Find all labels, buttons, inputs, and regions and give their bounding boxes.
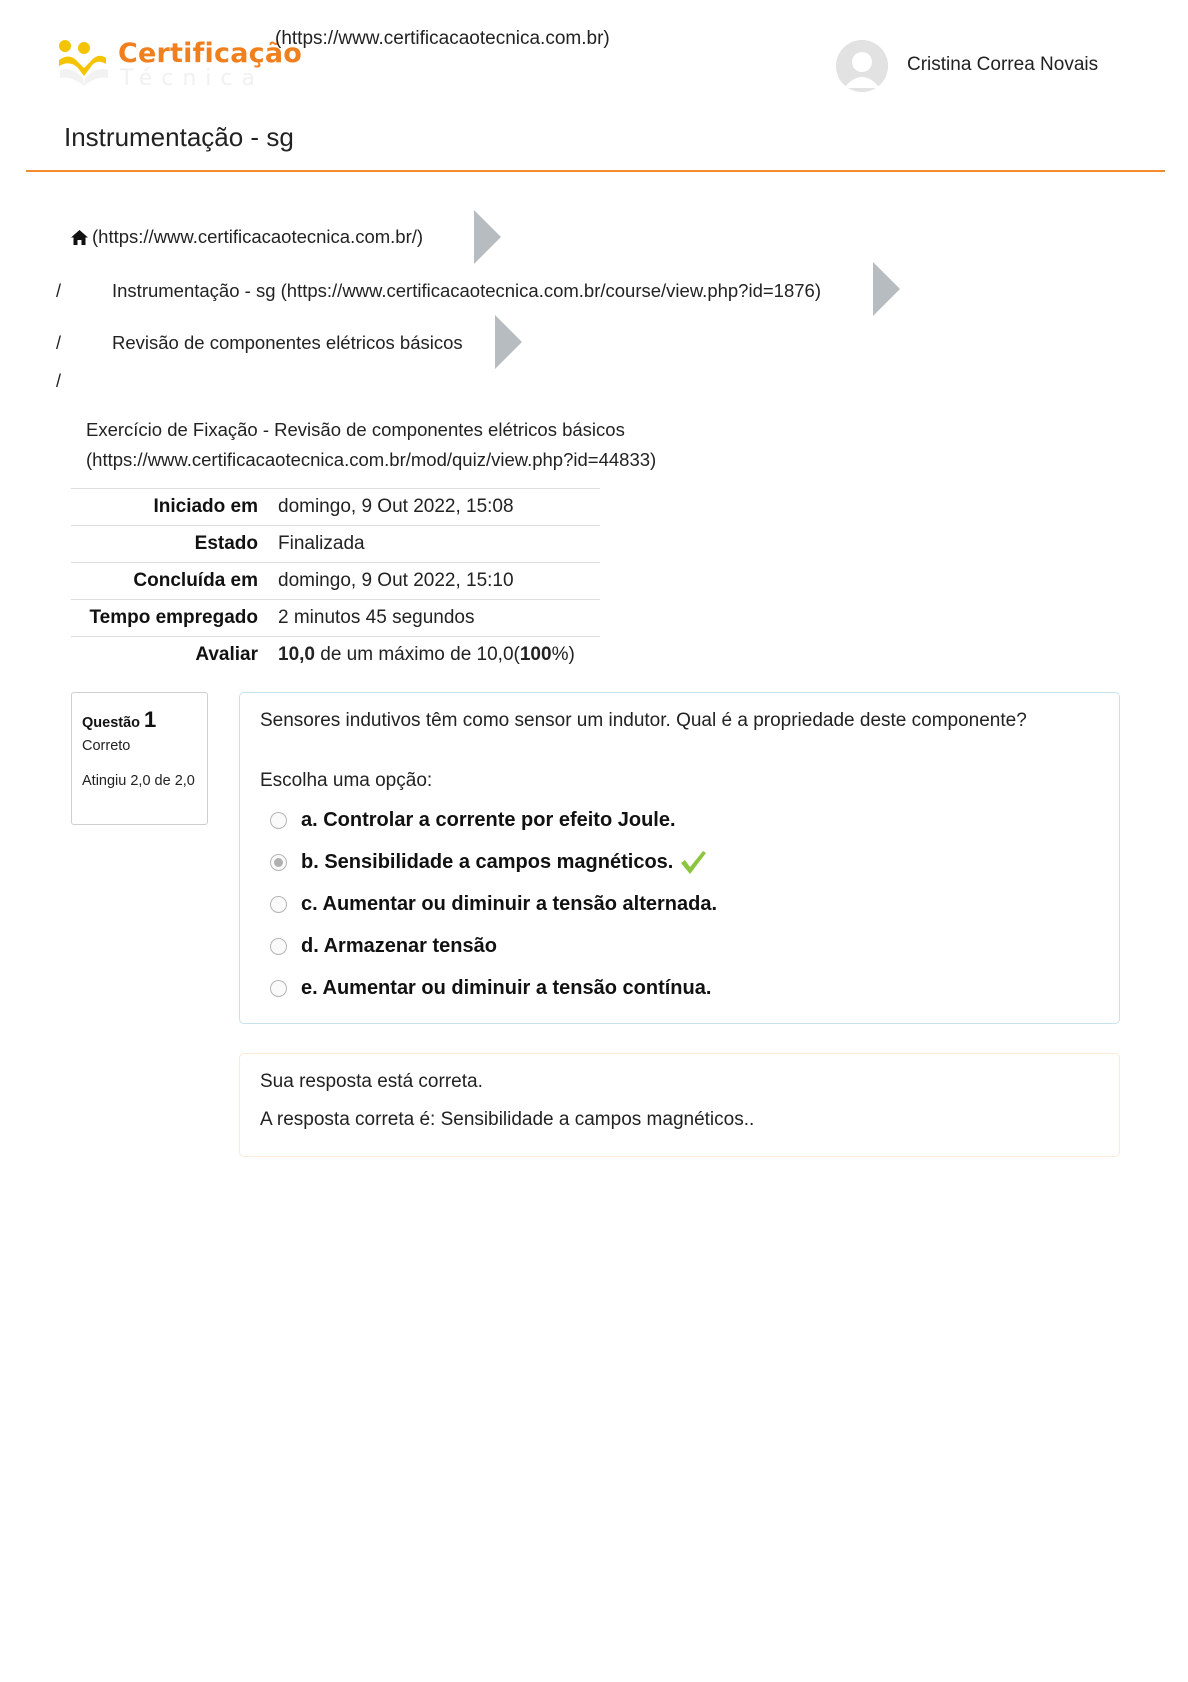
answer-label: a. Controlar a corrente por efeito Joule. <box>301 808 676 831</box>
avatar[interactable] <box>836 40 888 92</box>
breadcrumb-quiz-url: (https://www.certificacaotecnica.com.br/mod/quiz/view.php?id=44833) <box>86 449 657 470</box>
breadcrumb-separator: / <box>56 333 62 353</box>
page-title: Instrumentação - sg <box>64 122 294 152</box>
logo-subtext: Técnica <box>120 66 264 91</box>
summary-label: Avaliar <box>195 644 258 665</box>
radio-button[interactable] <box>270 980 287 997</box>
breadcrumb-home-url: (https://www.certificacaotecnica.com.br/) <box>92 226 424 247</box>
question-grade: Atingiu 2,0 de 2,0 <box>82 773 195 789</box>
header-divider <box>26 170 1165 172</box>
feedback-message: Sua resposta está correta. <box>260 1071 483 1092</box>
question-info <box>71 692 208 825</box>
user-name[interactable]: Cristina Correa Novais <box>907 54 1099 75</box>
feedback-box <box>239 1053 1120 1157</box>
answer-option-e[interactable] <box>270 973 711 1003</box>
user-avatar-icon <box>836 40 888 92</box>
question-number: 1 <box>144 707 157 732</box>
check-icon <box>679 849 707 875</box>
summary-value: Finalizada <box>278 533 365 554</box>
grade-value <box>278 637 600 674</box>
question-state: Correto <box>82 738 131 754</box>
site-logo[interactable] <box>56 36 303 92</box>
breadcrumb-arrow <box>495 315 522 369</box>
summary-value: 2 minutos 45 segundos <box>278 607 475 628</box>
radio-button[interactable] <box>270 896 287 913</box>
summary-value: domingo, 9 Out 2022, 15:10 <box>278 570 514 591</box>
table-row <box>71 489 600 526</box>
grade-middle: de um máximo de 10,0( <box>314 644 520 665</box>
grade-suffix: %) <box>551 644 575 665</box>
question-prompt: Escolha uma opção: <box>260 770 433 791</box>
radio-button[interactable] <box>270 812 287 829</box>
radio-button[interactable] <box>270 938 287 955</box>
summary-label: Tempo empregado <box>89 607 258 628</box>
answer-label: d. Armazenar tensão <box>301 934 497 957</box>
breadcrumb-arrow <box>873 262 900 316</box>
question-text: Sensores indutivos têm como sensor um indutor. Qual é a propriedade deste componente? <box>260 710 1027 731</box>
breadcrumb-arrow <box>474 210 501 264</box>
answer-label: e. Aumentar ou diminuir a tensão contínua. <box>301 976 712 999</box>
radio-button-selected[interactable] <box>270 854 287 871</box>
attempt-summary-table <box>71 488 600 673</box>
table-row <box>71 637 600 674</box>
home-icon <box>71 230 88 245</box>
summary-label: Estado <box>194 533 258 554</box>
breadcrumb-separator: / <box>56 371 62 391</box>
summary-label: Iniciado em <box>153 496 258 517</box>
answer-option-a[interactable] <box>270 805 676 835</box>
answer-label: c. Aumentar ou diminuir a tensão alternada. <box>301 892 718 915</box>
breadcrumb-item-section[interactable]: Revisão de componentes elétricos básicos <box>112 332 463 353</box>
breadcrumb-quiz-title: Exercício de Fixação - Revisão de componentes elétricos básicos <box>86 419 625 440</box>
logo-mark-icon <box>56 36 112 92</box>
answer-label: b. Sensibilidade a campos magnéticos. <box>301 850 674 873</box>
table-row <box>71 526 600 563</box>
table-row <box>71 563 600 600</box>
question-content <box>239 692 1120 1024</box>
answer-option-c[interactable] <box>270 889 717 919</box>
logo-text: Certificação <box>118 38 303 69</box>
site-url-link[interactable]: (https://www.certificacaotecnica.com.br) <box>275 28 610 49</box>
question-label-text: Questão <box>82 715 141 731</box>
question-label <box>82 707 156 733</box>
grade-score: 10,0 <box>278 644 315 665</box>
table-row <box>71 600 600 637</box>
answer-option-b[interactable] <box>270 847 707 877</box>
breadcrumb-item-quiz[interactable] <box>86 415 656 475</box>
summary-value: domingo, 9 Out 2022, 15:08 <box>278 496 514 517</box>
correct-answer-text: A resposta correta é: Sensibilidade a campos magnéticos.. <box>260 1109 755 1130</box>
grade-percent: 100 <box>519 644 552 665</box>
answer-option-d[interactable] <box>270 931 497 961</box>
breadcrumb-separator: / <box>56 281 62 301</box>
summary-label: Concluída em <box>133 570 258 591</box>
breadcrumb-item-course[interactable]: Instrumentação - sg (https://www.certificacaotecnica.com.br/course/view.php?id=1876) <box>112 280 821 301</box>
breadcrumb-home[interactable] <box>71 226 423 248</box>
